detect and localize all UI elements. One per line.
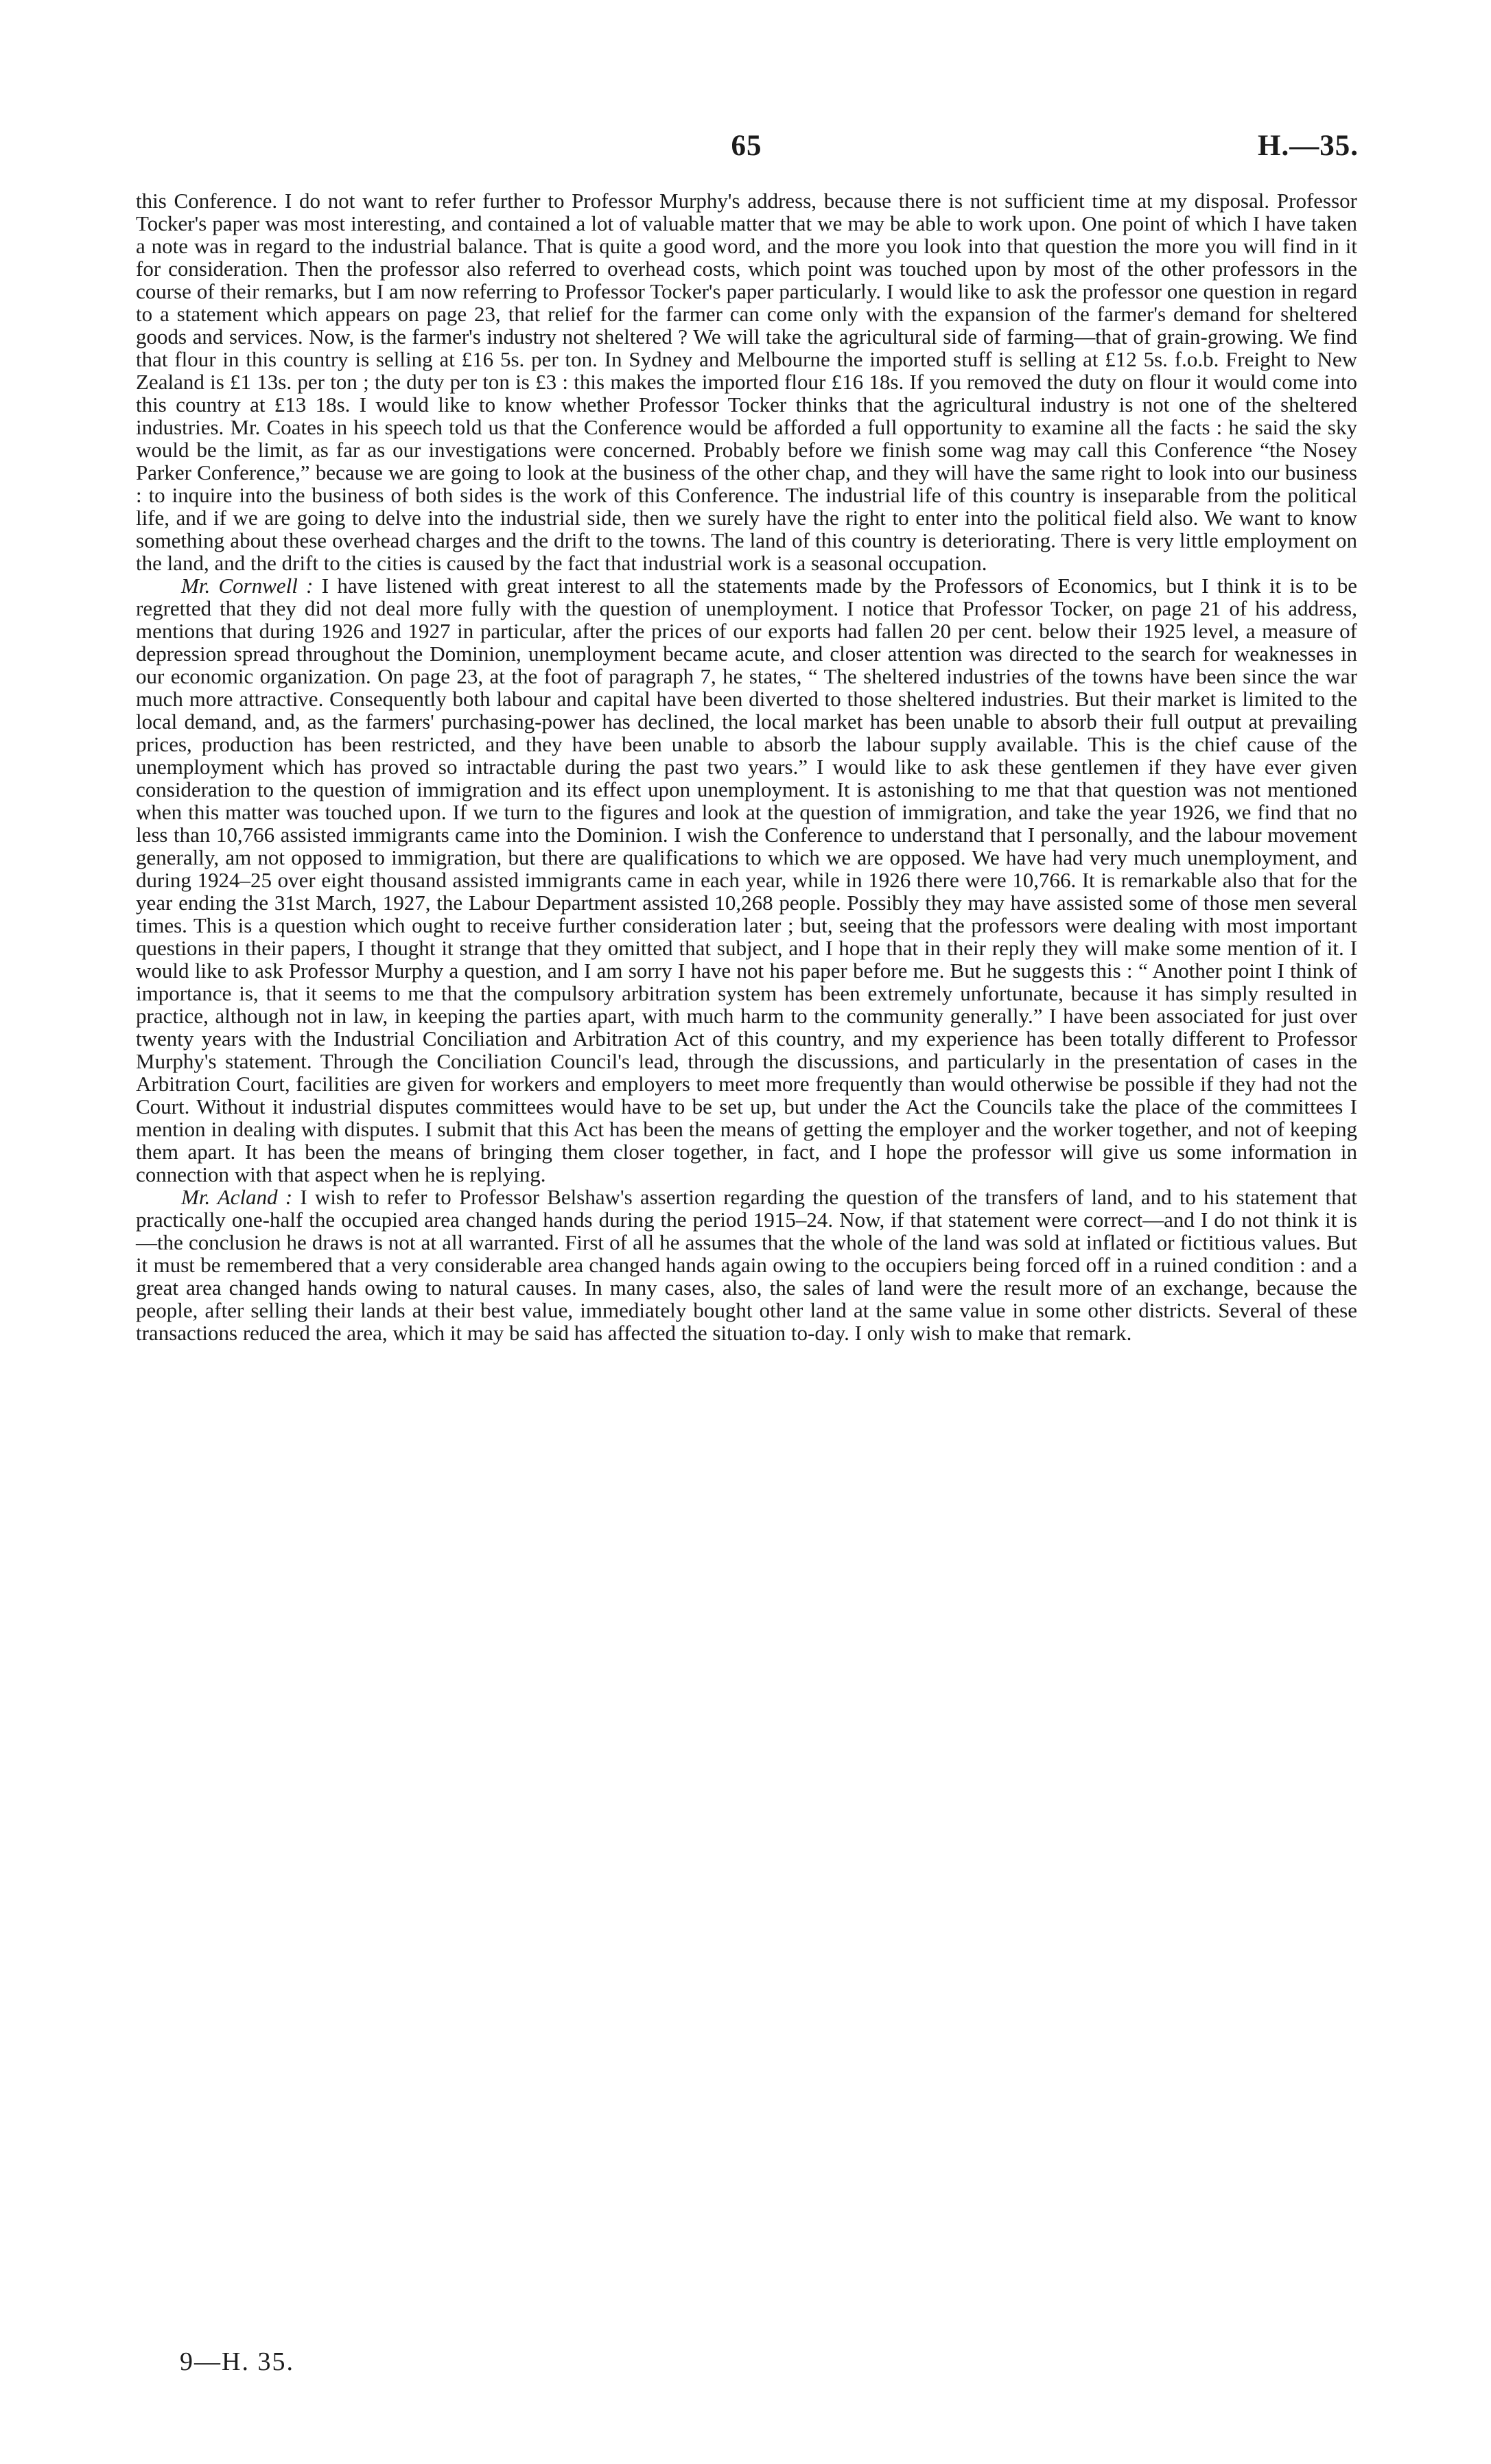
paragraph-text: I wish to refer to Professor Belshaw's assertion regarding the question of the transfers of land, and to his statement that practically one-half the occupied area changed hands during the period 1915–24. Now, if that statement were correct—and I do not think it is—the conclusion he draws is not at all warranted. First of all he assumes that the whole of the land was sold at inflated or fictitious values. But it must be remembered that a very considerable area changed hands again owing to the occupiers being forced off in a ruined condition : and a great area changed hands owing to natural causes. In many cases, also, the sales of land were the result more of an exchange, because the people, after selling their lands at their best value, immediately bought other land at the same value in some other districts. Several of these transactions reduced the area, which it may be said has affected the situation to-day. I only wish to make that remark.: [136, 1185, 1357, 1345]
document-code: H.—35.: [1258, 130, 1359, 162]
paragraph-text: this Conference. I do not want to refer further to Professor Murphy's address, because there is not sufficient time at my disposal. Professor Tocker's paper was most interesting, and contained a lot of valuable matter that we may be able to work upon. One point of which I have taken a note was in regard to the industrial balance. That is quite a good word, and the more you look into that question the more you will find in it for consideration. Then the professor also referred to overhead costs, which point was touched upon by most of the other professors in the course of their remarks, but I am now referring to Professor Tocker's paper particularly. I would like to ask the professor one question in regard to a statement which appears on page 23, that relief for the farmer can come only with the expansion of the farmer's demand for sheltered goods and services. Now, is the farmer's industry not sheltered ? We will take the agricultural side of farming—that of grain-growing. We find that flour in this country is selling at £16 5s. per ton. In Sydney and Melbourne the imported stuff is selling at £12 5s. f.o.b. Freight to New Zealand is £1 13s. per ton ; the duty per ton is £3 : this makes the imported flour £16 18s. If you removed the duty on flour it would come into this country at £13 18s. I would like to know whether Professor Tocker thinks that the agricultural industry is not one of the sheltered industries. Mr. Coates in his speech told us that the Conference would be afforded a full opportunity to examine all the facts : he said the sky would be the limit, as far as our investigations were concerned. Probably before we finish some wag may call this Conference “the Nosey Parker Conference,” because we are going to look at the business of the other chap, and they will have the same right to look into our business : to inquire into the business of both sides is the work of this Conference. The industrial life of this country is inseparable from the political life, and if we are going to delve into the industrial side, then we surely have the right to enter into the political field also. We want to know something about these overhead charges and the drift to the towns. The land of this country is deteriorating. There is very little employment on the land, and the drift to the cities is caused by the fact that industrial work is a seasonal occupation.: [136, 189, 1357, 575]
speaker-name: Mr. Cornwell :: [181, 574, 314, 598]
paragraph-cornwell: [136, 574, 1357, 1186]
paragraph-acland: [136, 1186, 1357, 1344]
paragraph-continuation: [136, 189, 1357, 574]
paragraph-text: I have listened with great interest to all the statements made by the Professors of Economics, but I think it is to be regretted that they did not deal more fully with the question of unemployment. I notice that Professor Tocker, on page 21 of his address, mentions that during 1926 and 1927 in particular, after the prices of our exports had fallen 20 per cent. below their 1925 level, a measure of depression spread throughout the Dominion, unemployment became acute, and closer attention was directed to the search for weaknesses in our economic organization. On page 23, at the foot of paragraph 7, he states, “ The sheltered industries of the towns have been since the war much more attractive. Consequently both labour and capital have been diverted to those sheltered industries. But their market is limited to the local demand, and, as the farmers' purchasing-power has declined, the local market has been unable to absorb their full output at prevailing prices, production has been restricted, and they have been unable to absorb the labour supply available. This is the chief cause of the unemployment which has proved so intractable during the past two years.” I would like to ask these gentlemen if they have ever given consideration to the question of immigration and its effect upon unemployment. It is astonishing to me that that question was not mentioned when this matter was touched upon. If we turn to the figures and look at the question of immigration, and take the year 1926, we find that no less than 10,766 assisted immigrants came into the Dominion. I wish the Conference to understand that I personally, and the labour movement generally, am not opposed to immigration, but there are qualifications to which we are opposed. We have had very much unemployment, and during 1924–25 over eight thousand assisted immigrants came in each year, while in 1926 there were 10,766. It is remarkable also that for the year ending the 31st March, 1927, the Labour Department assisted 10,268 people. Possibly they may have assisted some of those men several times. This is a question which ought to receive further consideration later ; but, seeing that the professors were dealing with most important questions in their papers, I thought it strange that they omitted that subject, and I hope that in their reply they will make some mention of it. I would like to ask Professor Murphy a question, and I am sorry I have not his paper before me. But he suggests this : “ Another point I think of importance is, that it seems to me that the compulsory arbitration system has been extremely unfortunate, because it has simply resulted in practice, although not in law, in keeping the parties apart, with much harm to the community generally.” I have been associated for just over twenty years with the Industrial Conciliation and Arbitration Act of this country, and my experience has been totally different to Professor Murphy's statement. Through the Conciliation Council's lead, through the discussions, and particularly in the presentation of cases in the Arbitration Court, facilities are given for workers and employers to meet more frequently than would otherwise be possible if they had not the Court. Without it industrial disputes committees would have to be set up, but under the Act the Councils take the place of the committees I mention in dealing with disputes. I submit that this Act has been the means of getting the employer and the worker together, and not of keeping them apart. It has been the means of bringing them closer together, in fact, and I hope the professor will give us some information in connection with that aspect when he is replying.: [136, 574, 1357, 1186]
signature-mark: 9—H. 35.: [180, 2347, 294, 2376]
body-text: [136, 189, 1357, 1344]
speaker-name: Mr. Acland :: [181, 1185, 293, 1209]
page-number: 65: [731, 130, 762, 162]
